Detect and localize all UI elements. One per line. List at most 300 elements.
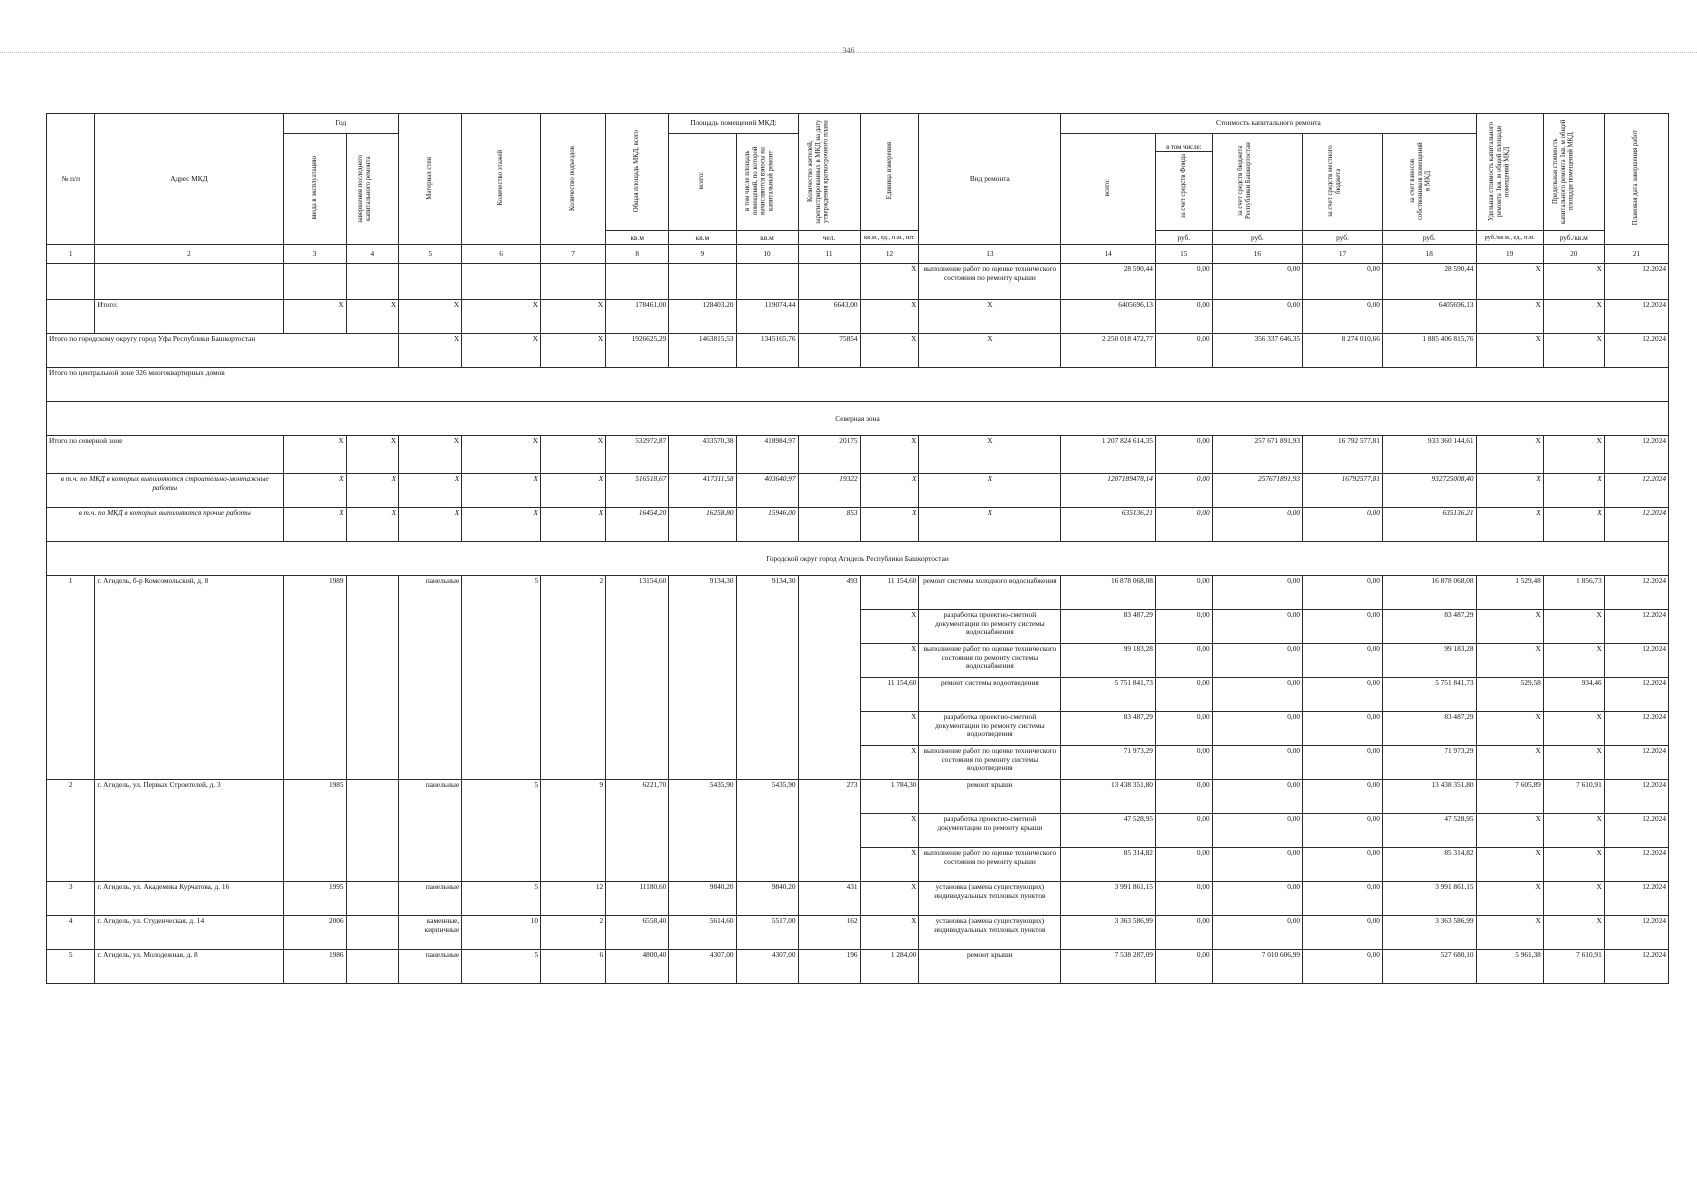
cost-budget-local: 0,00 xyxy=(1303,916,1383,950)
column-number: 15 xyxy=(1155,245,1212,264)
house-number: 5 xyxy=(47,950,95,984)
house-row xyxy=(47,882,1669,916)
year-built: 1995 xyxy=(283,882,346,916)
residents: 493 xyxy=(798,576,860,780)
floors: 5 xyxy=(462,882,541,916)
column-number: 2 xyxy=(95,245,283,264)
cost-total: 635136,21 xyxy=(1061,508,1156,542)
summary-res: 20175 xyxy=(798,436,860,474)
empty-cell xyxy=(669,264,736,300)
empty-cell xyxy=(47,300,95,334)
year-built: 1989 xyxy=(283,576,346,780)
cost-budget-rb: 0,00 xyxy=(1212,576,1302,610)
deadline: 12.2024 xyxy=(1604,508,1668,542)
house-row xyxy=(47,576,1669,610)
hdr-num: № п/п xyxy=(47,114,95,245)
hdr-budget-local: за счет средств местного бюджета xyxy=(1327,145,1343,217)
unit-cost: X xyxy=(1476,334,1543,368)
summary-a1: 16258,80 xyxy=(669,508,736,542)
hdr-year-repair: завершения последнего капитального ремонта xyxy=(357,153,373,223)
unit-area-all: кв.м xyxy=(669,231,736,245)
summary-yb: X xyxy=(283,474,346,508)
summary-row xyxy=(47,300,1669,334)
wall-material: панельные xyxy=(399,780,462,882)
work-type: установка (замена существующих) индивидуальных тепловых пунктов xyxy=(919,916,1061,950)
work-type: разработка проектно-сметной документации по ремонту системы водоотведения xyxy=(919,712,1061,746)
cost-owners: 83 487,29 xyxy=(1382,712,1476,746)
summary-label: Итого по городскому округу город Уфа Республики Башкортостан xyxy=(47,334,399,368)
deadline: 12.2024 xyxy=(1604,334,1668,368)
cost-budget-rb: 257671891,93 xyxy=(1212,474,1302,508)
summary-area: 16454,20 xyxy=(606,508,669,542)
cost-fund: 0,00 xyxy=(1155,644,1212,678)
cost-budget-rb: 0,00 xyxy=(1212,814,1302,848)
summary-a2: 15946,00 xyxy=(736,508,798,542)
cost-budget-local: 0,00 xyxy=(1303,508,1383,542)
work-type: ремонт системы водоотведения xyxy=(919,678,1061,712)
area-all: 4307,00 xyxy=(669,950,736,984)
summary-row xyxy=(47,334,1669,368)
section-row xyxy=(47,402,1669,436)
page-number: 346 xyxy=(842,46,855,55)
unit-cost: X xyxy=(1476,814,1543,848)
summary-floors: X xyxy=(462,474,541,508)
summary-res: 75854 xyxy=(798,334,860,368)
deadline: 12.2024 xyxy=(1604,712,1668,746)
cost-budget-rb: 0,00 xyxy=(1212,678,1302,712)
work-type: ремонт крыши xyxy=(919,780,1061,814)
cost-budget-rb: 0,00 xyxy=(1212,712,1302,746)
cost-owners: 28 590,44 xyxy=(1382,264,1476,300)
deadline: 12.2024 xyxy=(1604,436,1668,474)
work-type: разработка проектно-сметной документации по ремонту крыши xyxy=(919,814,1061,848)
cost-owners: 527 680,10 xyxy=(1382,950,1476,984)
summary-a2: 1345165,76 xyxy=(736,334,798,368)
summary-a2: 418984,97 xyxy=(736,436,798,474)
cost-total: 1207189478,14 xyxy=(1061,474,1156,508)
year-repair xyxy=(346,882,399,916)
cost-total: 6405696,13 xyxy=(1061,300,1156,334)
cost-total: 5 751 841,73 xyxy=(1061,678,1156,712)
summary-a2: 403640,97 xyxy=(736,474,798,508)
column-number: 1 xyxy=(47,245,95,264)
cost-fund: 0,00 xyxy=(1155,814,1212,848)
column-number: 7 xyxy=(541,245,606,264)
column-number: 9 xyxy=(669,245,736,264)
hdr-deadline: Плановая дата завершения работ xyxy=(1632,130,1640,226)
hdr-unit: Единица измерения xyxy=(885,142,893,200)
entrances: 9 xyxy=(541,780,606,882)
house-address: г. Агидель, ул. Молодежная, д. 8 xyxy=(95,950,283,984)
summary-label: Итого по северной зоне xyxy=(47,436,284,474)
cost-budget-local: 0,00 xyxy=(1303,576,1383,610)
wall-material: панельные xyxy=(399,576,462,780)
agidel-section-label: Городской округ город Агидель Республики Башкортостан xyxy=(47,542,1669,576)
summary-walls: X xyxy=(399,334,462,368)
unit-cost: X xyxy=(1476,644,1543,678)
hdr-area-paid: в том числе площадь помещений, по которой начисляются взносы на капитальный ремонт xyxy=(744,146,775,216)
cost-fund: 0,00 xyxy=(1155,950,1212,984)
cost-total: 2 250 018 472,77 xyxy=(1061,334,1156,368)
cost-owners: 3 363 586,99 xyxy=(1382,916,1476,950)
max-cost: 1 856,73 xyxy=(1543,576,1604,610)
work-unit: X xyxy=(860,916,919,950)
year-repair xyxy=(346,780,399,882)
area-all: 9134,30 xyxy=(669,576,736,780)
summary-work: X xyxy=(919,334,1061,368)
unit-cost: X xyxy=(1476,508,1543,542)
floors: 5 xyxy=(462,576,541,780)
cost-budget-local: 0,00 xyxy=(1303,780,1383,814)
summary-floors: X xyxy=(462,300,541,334)
year-repair xyxy=(346,576,399,780)
cost-fund: 0,00 xyxy=(1155,300,1212,334)
cost-owners: 71 973,29 xyxy=(1382,746,1476,780)
cost-owners: 16 878 068,08 xyxy=(1382,576,1476,610)
cost-budget-rb: 356 337 646,35 xyxy=(1212,334,1302,368)
page-top-rule xyxy=(0,52,1697,53)
work-row xyxy=(47,264,1669,300)
work-type: ремонт системы холодного водоснабжения xyxy=(919,576,1061,610)
summary-work: X xyxy=(919,300,1061,334)
empty-cell xyxy=(606,264,669,300)
floors: 5 xyxy=(462,780,541,882)
cost-owners: 83 487,29 xyxy=(1382,610,1476,644)
total-area: 6558,40 xyxy=(606,916,669,950)
unit-cost: X xyxy=(1476,882,1543,916)
deadline: 12.2024 xyxy=(1604,576,1668,610)
house-row xyxy=(47,916,1669,950)
house-number: 2 xyxy=(47,780,95,882)
max-cost: X xyxy=(1543,508,1604,542)
deadline: 12.2024 xyxy=(1604,474,1668,508)
summary-work: X xyxy=(919,474,1061,508)
summary-row xyxy=(47,436,1669,474)
cost-budget-rb: 0,00 xyxy=(1212,644,1302,678)
cost-total: 3 363 586,99 xyxy=(1061,916,1156,950)
section-row xyxy=(47,368,1669,402)
summary-label: в т.ч. по МКД в которых выполняются строительно-монтажные работы xyxy=(47,474,284,508)
cost-budget-rb: 0,00 xyxy=(1212,882,1302,916)
cost-owners: 1 885 406 815,76 xyxy=(1382,334,1476,368)
cost-budget-local: 0,00 xyxy=(1303,264,1383,300)
empty-cell xyxy=(736,264,798,300)
entrances: 6 xyxy=(541,950,606,984)
cost-total: 13 438 351,80 xyxy=(1061,780,1156,814)
unit-cost: X xyxy=(1476,300,1543,334)
hdr-max-cost: Предельная стоимость капитального ремонта 1кв. м общей площади помещений МКД xyxy=(1551,118,1575,224)
area-paid: 9840,20 xyxy=(736,882,798,916)
summary-unit: X xyxy=(860,436,919,474)
cost-total: 47 528,95 xyxy=(1061,814,1156,848)
column-number: 13 xyxy=(919,245,1061,264)
max-cost: X xyxy=(1543,334,1604,368)
total-area: 4800,40 xyxy=(606,950,669,984)
unit-area-paid: кв.м xyxy=(736,231,798,245)
work-unit: X xyxy=(860,610,919,644)
unit-cost: X xyxy=(1476,746,1543,780)
hdr-residents: Количество жителей, зарегистрированных в МКД на дату утверждения краткосрочного плана xyxy=(807,118,830,224)
empty-cell xyxy=(95,264,283,300)
max-cost: X xyxy=(1543,474,1604,508)
area-all: 5435,90 xyxy=(669,780,736,882)
summary-area: 178461,00 xyxy=(606,300,669,334)
hdr-unit-cost: Удельная стоимость капитального ремонта 1кв. м общей площади помещений МКД xyxy=(1487,121,1511,221)
area-paid: 9134,30 xyxy=(736,576,798,780)
max-cost: 7 610,91 xyxy=(1543,780,1604,814)
cost-budget-rb: 0,00 xyxy=(1212,508,1302,542)
cost-budget-local: 0,00 xyxy=(1303,712,1383,746)
summary-yb: X xyxy=(283,300,346,334)
cost-fund: 0,00 xyxy=(1155,848,1212,882)
cost-total: 71 973,29 xyxy=(1061,746,1156,780)
total-area: 13154,60 xyxy=(606,576,669,780)
floors: 5 xyxy=(462,950,541,984)
column-number-row xyxy=(47,245,1669,264)
empty-cell xyxy=(462,264,541,300)
column-number: 20 xyxy=(1543,245,1604,264)
summary-a2: 119074,44 xyxy=(736,300,798,334)
unit-unit: кв.м., ед., п.м., шт. xyxy=(860,231,919,245)
column-number: 18 xyxy=(1382,245,1476,264)
unit-cost: X xyxy=(1476,610,1543,644)
unit-local: руб. xyxy=(1303,231,1383,245)
year-built: 1985 xyxy=(283,780,346,882)
summary-floors: X xyxy=(462,436,541,474)
work-type: выполнение работ по оценке технического состояния по ремонту крыши xyxy=(919,848,1061,882)
max-cost: 7 610,91 xyxy=(1543,950,1604,984)
column-number: 12 xyxy=(860,245,919,264)
area-paid: 5435,90 xyxy=(736,780,798,882)
cost-fund: 0,00 xyxy=(1155,780,1212,814)
max-cost: X xyxy=(1543,264,1604,300)
summary-work: X xyxy=(919,436,1061,474)
cost-budget-local: 0,00 xyxy=(1303,848,1383,882)
summary-ent: X xyxy=(541,334,606,368)
max-cost: X xyxy=(1543,436,1604,474)
cost-fund: 0,00 xyxy=(1155,508,1212,542)
work-unit: 1 784,30 xyxy=(860,780,919,814)
hdr-budget-rb: за счет средств бюджета Республики Башкортостан xyxy=(1237,142,1253,220)
cost-owners: 635136,21 xyxy=(1382,508,1476,542)
column-number: 16 xyxy=(1212,245,1302,264)
deadline: 12.2024 xyxy=(1604,916,1668,950)
wall-material: панельные xyxy=(399,882,462,916)
unit-cost: X xyxy=(1476,474,1543,508)
unit-rb: руб. xyxy=(1212,231,1302,245)
year-built: 1986 xyxy=(283,950,346,984)
cost-budget-rb: 7 010 606,99 xyxy=(1212,950,1302,984)
total-area: 11180,60 xyxy=(606,882,669,916)
cost-budget-local: 0,00 xyxy=(1303,814,1383,848)
deadline: 12.2024 xyxy=(1604,746,1668,780)
summary-label: Итого: xyxy=(95,300,283,334)
summary-walls: X xyxy=(399,508,462,542)
work-type: разработка проектно-сметной документации по ремонту системы водоснабжения xyxy=(919,610,1061,644)
area-all: 9840,20 xyxy=(669,882,736,916)
cost-budget-rb: 0,00 xyxy=(1212,746,1302,780)
summary-label: в т.ч. по МКД в которых выполняются прочие работы xyxy=(47,508,284,542)
cost-owners: 13 438 351,80 xyxy=(1382,780,1476,814)
summary-work: X xyxy=(919,508,1061,542)
residents: 273 xyxy=(798,780,860,882)
work-type: ремонт крыши xyxy=(919,950,1061,984)
hdr-area-group: Площадь помещений МКД: xyxy=(669,114,798,134)
summary-yr: X xyxy=(346,508,399,542)
entrances: 2 xyxy=(541,916,606,950)
max-cost: X xyxy=(1543,882,1604,916)
house-row xyxy=(47,780,1669,814)
deadline: 12.2024 xyxy=(1604,610,1668,644)
unit-max-cost: руб./кв.м xyxy=(1543,231,1604,245)
cost-fund: 0,00 xyxy=(1155,334,1212,368)
entrances: 12 xyxy=(541,882,606,916)
summary-a1: 417311,58 xyxy=(669,474,736,508)
max-cost: X xyxy=(1543,848,1604,882)
summary-res: 6643,00 xyxy=(798,300,860,334)
summary-row xyxy=(47,474,1669,508)
unit-cost: 7 605,89 xyxy=(1476,780,1543,814)
residents: 431 xyxy=(798,882,860,916)
year-built: 2006 xyxy=(283,916,346,950)
cost-owners: 933 360 144,61 xyxy=(1382,436,1476,474)
house-address: г. Агидель, ул. Студенческая, д. 14 xyxy=(95,916,283,950)
residents: 196 xyxy=(798,950,860,984)
cost-total: 28 590,44 xyxy=(1061,264,1156,300)
residents: 162 xyxy=(798,916,860,950)
hdr-total-area: Общая площадь МКД, всего xyxy=(633,129,641,213)
area-paid: 4307,00 xyxy=(736,950,798,984)
empty-cell xyxy=(346,264,399,300)
cost-budget-rb: 0,00 xyxy=(1212,300,1302,334)
cost-owners: 47 528,95 xyxy=(1382,814,1476,848)
hdr-incl: в том числе: xyxy=(1156,144,1212,153)
summary-walls: X xyxy=(399,474,462,508)
unit-cost: X xyxy=(1476,916,1543,950)
cost-owners: 85 314,82 xyxy=(1382,848,1476,882)
summary-floors: X xyxy=(462,334,541,368)
column-number: 11 xyxy=(798,245,860,264)
cost-fund: 0,00 xyxy=(1155,474,1212,508)
max-cost: X xyxy=(1543,814,1604,848)
column-number: 14 xyxy=(1061,245,1156,264)
column-number: 4 xyxy=(346,245,399,264)
cost-budget-local: 16 792 577,81 xyxy=(1303,436,1383,474)
cost-budget-rb: 0,00 xyxy=(1212,916,1302,950)
unit-cost: 529,58 xyxy=(1476,678,1543,712)
deadline: 12.2024 xyxy=(1604,644,1668,678)
cost-budget-local: 0,00 xyxy=(1303,644,1383,678)
summary-yr: X xyxy=(346,300,399,334)
work-type: выполнение работ по оценке технического состояния по ремонту системы водоотведения xyxy=(919,746,1061,780)
deadline: 12.2024 xyxy=(1604,814,1668,848)
cost-fund: 0,00 xyxy=(1155,916,1212,950)
cost-total: 85 314,82 xyxy=(1061,848,1156,882)
wall-material: каменные, кирпичные xyxy=(399,916,462,950)
unit-residents: чел. xyxy=(798,231,860,245)
max-cost: X xyxy=(1543,712,1604,746)
column-number: 5 xyxy=(399,245,462,264)
summary-ent: X xyxy=(541,508,606,542)
cost-fund: 0,00 xyxy=(1155,882,1212,916)
max-cost: X xyxy=(1543,746,1604,780)
cost-budget-rb: 257 671 891,93 xyxy=(1212,436,1302,474)
hdr-floors: Количество этажей xyxy=(497,150,505,206)
column-number: 6 xyxy=(462,245,541,264)
year-repair xyxy=(346,916,399,950)
deadline: 12.2024 xyxy=(1604,300,1668,334)
empty-cell xyxy=(399,264,462,300)
max-cost: X xyxy=(1543,610,1604,644)
area-paid: 5517,00 xyxy=(736,916,798,950)
hdr-cost-group: Стоимость капитального ремонта xyxy=(1061,114,1476,134)
cost-total: 1 207 824 614,35 xyxy=(1061,436,1156,474)
summary-yb: X xyxy=(283,508,346,542)
column-number: 10 xyxy=(736,245,798,264)
hdr-owners: за счет взносов собственников помещений в МКД xyxy=(1409,142,1432,220)
cost-budget-local: 16792577,81 xyxy=(1303,474,1383,508)
deadline: 12.2024 xyxy=(1604,950,1668,984)
cost-fund: 0,00 xyxy=(1155,576,1212,610)
summary-area: 532972,87 xyxy=(606,436,669,474)
max-cost: X xyxy=(1543,916,1604,950)
cost-total: 83 487,29 xyxy=(1061,610,1156,644)
table-header xyxy=(47,114,1669,245)
summary-unit: X xyxy=(860,334,919,368)
cost-budget-rb: 0,00 xyxy=(1212,264,1302,300)
cost-fund: 0,00 xyxy=(1155,610,1212,644)
unit-cost: X xyxy=(1476,712,1543,746)
cost-budget-rb: 0,00 xyxy=(1212,610,1302,644)
north-zone-label: Северная зона xyxy=(47,402,1669,436)
cost-budget-rb: 0,00 xyxy=(1212,780,1302,814)
summary-unit: X xyxy=(860,508,919,542)
summary-walls: X xyxy=(399,436,462,474)
work-unit: X xyxy=(860,712,919,746)
hdr-address: Адрес МКД xyxy=(95,114,283,245)
cost-fund: 0,00 xyxy=(1155,746,1212,780)
summary-walls: X xyxy=(399,300,462,334)
summary-yb: X xyxy=(283,436,346,474)
unit-total-area: кв.м xyxy=(606,231,669,245)
work-unit: X xyxy=(860,882,919,916)
cost-budget-local: 0,00 xyxy=(1303,678,1383,712)
summary-area: 516518,67 xyxy=(606,474,669,508)
work-unit: X xyxy=(860,746,919,780)
column-number: 17 xyxy=(1303,245,1383,264)
unit-cost: 1 529,48 xyxy=(1476,576,1543,610)
column-number: 21 xyxy=(1604,245,1668,264)
cost-budget-local: 8 274 010,66 xyxy=(1303,334,1383,368)
cost-budget-rb: 0,00 xyxy=(1212,848,1302,882)
hdr-cost-total: всего: xyxy=(1104,179,1112,197)
unit-cost: X xyxy=(1476,436,1543,474)
hdr-year-built: ввода в эксплуатацию xyxy=(310,156,318,220)
cost-owners: 932725008,40 xyxy=(1382,474,1476,508)
work-unit: X xyxy=(860,848,919,882)
empty-cell xyxy=(283,264,346,300)
cost-owners: 99 183,28 xyxy=(1382,644,1476,678)
unit-fund: руб. xyxy=(1155,231,1212,245)
unit-cost: X xyxy=(1476,264,1543,300)
cost-budget-local: 0,00 xyxy=(1303,882,1383,916)
summary-yr: X xyxy=(346,474,399,508)
house-number: 3 xyxy=(47,882,95,916)
work-unit: 11 154,60 xyxy=(860,678,919,712)
year-repair xyxy=(346,950,399,984)
empty-cell xyxy=(47,264,95,300)
deadline: 12.2024 xyxy=(1604,264,1668,300)
